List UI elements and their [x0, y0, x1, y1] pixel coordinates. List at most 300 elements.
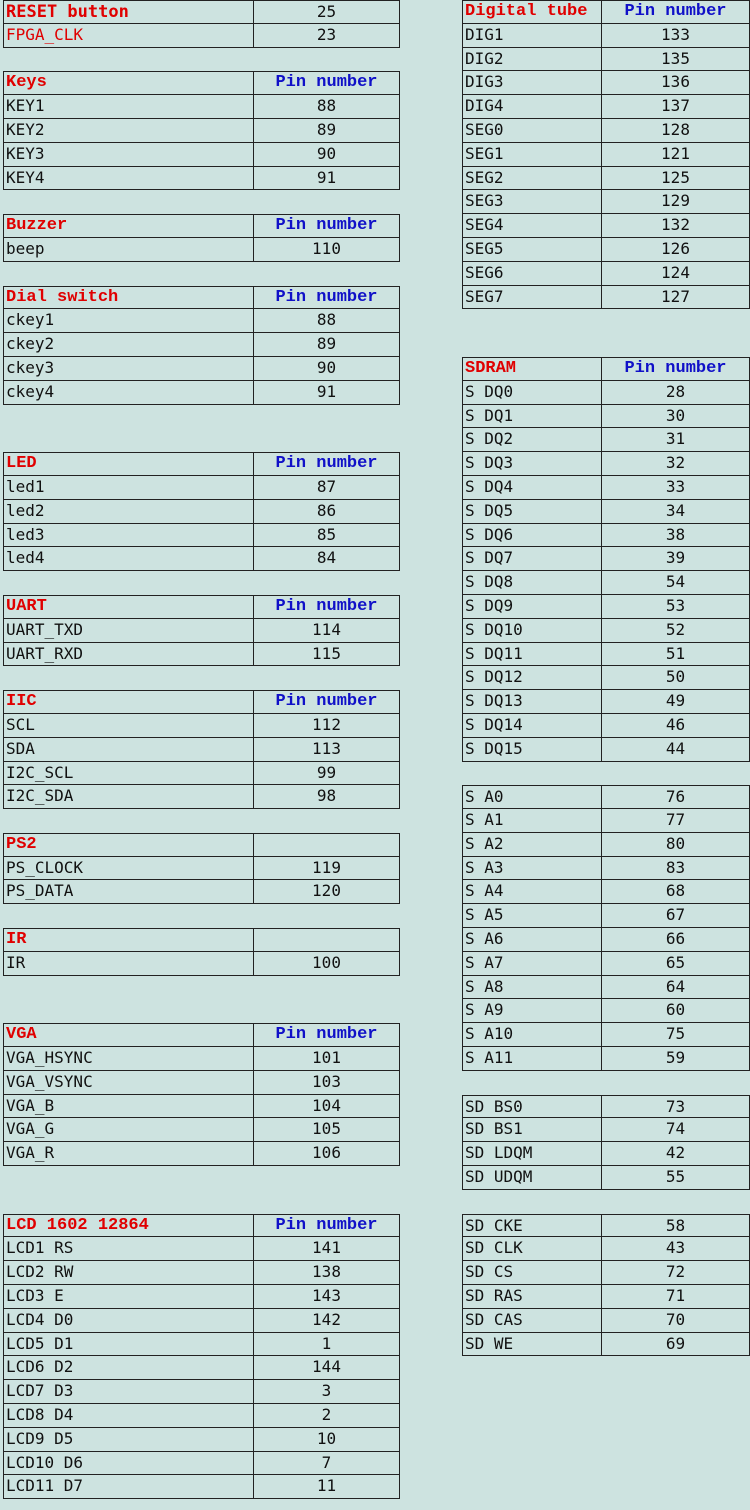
section-header-row: [3, 690, 400, 714]
signal-name: ckey1: [3, 309, 253, 332]
right-pin-table: [462, 0, 750, 1356]
blank-row: [3, 666, 400, 690]
pin-row: [462, 595, 750, 619]
pin-number: 31: [601, 428, 750, 451]
column-header: Pin number: [601, 358, 750, 380]
pin-row: [3, 333, 400, 357]
pin-number: 119: [253, 857, 400, 880]
signal-name: VGA_HSYNC: [3, 1047, 253, 1070]
pin-number: 86: [253, 500, 400, 523]
pin-number: 137: [601, 95, 750, 118]
pin-row: [462, 880, 750, 904]
blank-row: [3, 999, 400, 1023]
signal-name: SDA: [3, 738, 253, 761]
signal-name: SD UDQM: [462, 1166, 601, 1189]
signal-name: I2C_SDA: [3, 785, 253, 808]
signal-name: SCL: [3, 714, 253, 737]
pin-row: [3, 1356, 400, 1380]
section-header-row: [462, 0, 750, 24]
signal-name: S DQ6: [462, 524, 601, 547]
signal-name: SEG3: [462, 190, 601, 213]
pin-number: 135: [601, 48, 750, 71]
signal-name: DIG1: [462, 24, 601, 47]
left-pin-table: [3, 0, 400, 1499]
signal-name: SEG7: [462, 286, 601, 309]
signal-name: LCD11 D7: [3, 1475, 253, 1498]
signal-name: S DQ9: [462, 595, 601, 618]
signal-name: S A1: [462, 809, 601, 832]
pin-row: [462, 48, 750, 72]
signal-name: led1: [3, 476, 253, 499]
pin-row: [3, 1237, 400, 1261]
pin-row: [462, 500, 750, 524]
pin-row: [462, 1023, 750, 1047]
section-header-row: [3, 214, 400, 238]
pin-number: 80: [601, 833, 750, 856]
pin-row: [462, 119, 750, 143]
pin-number: 124: [601, 262, 750, 285]
pin-number: 115: [253, 643, 400, 666]
section-title: IR: [3, 929, 253, 951]
pin-number: 133: [601, 24, 750, 47]
pin-number: 103: [253, 1071, 400, 1094]
pin-number: 76: [601, 786, 750, 808]
pin-number: 28: [601, 381, 750, 404]
pin-number: 85: [253, 524, 400, 547]
blank-row: [3, 405, 400, 429]
signal-name: S A11: [462, 1047, 601, 1070]
blank-row: [3, 428, 400, 452]
pin-row: [3, 1261, 400, 1285]
signal-name: S DQ15: [462, 738, 601, 761]
pin-number: 74: [601, 1118, 750, 1141]
signal-name: ckey4: [3, 381, 253, 404]
blank-row: [462, 1190, 750, 1214]
signal-name: SD CAS: [462, 1309, 601, 1332]
pin-row: [462, 428, 750, 452]
pin-number: 58: [601, 1215, 750, 1237]
pin-row: [462, 643, 750, 667]
pin-number: 88: [253, 95, 400, 118]
signal-name: FPGA_CLK: [3, 24, 253, 47]
pin-number: 84: [253, 547, 400, 570]
pin-row: [3, 357, 400, 381]
pin-number: 144: [253, 1356, 400, 1379]
pin-row: [3, 476, 400, 500]
section-header-row: [3, 71, 400, 95]
signal-name: VGA_R: [3, 1142, 253, 1165]
pin-row: [3, 714, 400, 738]
pin-number: 34: [601, 500, 750, 523]
signal-name: SD BS0: [462, 1096, 601, 1118]
pin-number: 141: [253, 1237, 400, 1260]
signal-name: DIG2: [462, 48, 601, 71]
pin-number: 30: [601, 405, 750, 428]
pin-row: [462, 95, 750, 119]
signal-name: S DQ0: [462, 381, 601, 404]
pin-row: [3, 880, 400, 904]
pin-row: [462, 381, 750, 405]
pin-number: 2: [253, 1404, 400, 1427]
blank-row: [462, 309, 750, 333]
pin-row: [3, 381, 400, 405]
pin-number: 126: [601, 238, 750, 261]
pin-row: [462, 1118, 750, 1142]
signal-name: S DQ11: [462, 643, 601, 666]
signal-name: SEG6: [462, 262, 601, 285]
pin-number: 60: [601, 999, 750, 1022]
signal-name: LCD1 RS: [3, 1237, 253, 1260]
section-title: Dial switch: [3, 287, 253, 309]
pin-row: [3, 24, 400, 48]
pin-number: 91: [253, 167, 400, 190]
pin-number: 138: [253, 1261, 400, 1284]
pin-row: [3, 1142, 400, 1166]
pin-row: [462, 690, 750, 714]
pin-number: 99: [253, 762, 400, 785]
pin-row: [462, 143, 750, 167]
signal-name: SD LDQM: [462, 1142, 601, 1165]
pin-number: 98: [253, 785, 400, 808]
signal-name: S A4: [462, 880, 601, 903]
signal-name: led3: [3, 524, 253, 547]
pin-row: [3, 1452, 400, 1476]
section-header-row: [3, 928, 400, 952]
pin-number: 46: [601, 714, 750, 737]
column-header: Pin number: [253, 453, 400, 475]
signal-name: S A0: [462, 786, 601, 808]
pin-number: 105: [253, 1118, 400, 1141]
pin-row: [462, 1142, 750, 1166]
pin-row: [462, 976, 750, 1000]
signal-name: KEY1: [3, 95, 253, 118]
column-header: Pin number: [253, 1215, 400, 1237]
column-header: Pin number: [253, 72, 400, 94]
pin-row: [462, 476, 750, 500]
signal-name: S A8: [462, 976, 601, 999]
pin-row: [462, 238, 750, 262]
pin-row: [3, 1333, 400, 1357]
pin-row: [462, 286, 750, 310]
signal-name: IR: [3, 952, 253, 975]
pin-number: 67: [601, 904, 750, 927]
signal-name: PS_DATA: [3, 880, 253, 903]
section-header-row: [3, 452, 400, 476]
blank-row: [3, 571, 400, 595]
pin-number: 89: [253, 119, 400, 142]
pin-row: [462, 262, 750, 286]
pin-row: [3, 1047, 400, 1071]
pin-row: [462, 167, 750, 191]
pin-row: [3, 1095, 400, 1119]
signal-name: S A3: [462, 857, 601, 880]
pin-row: [3, 167, 400, 191]
pin-number: 90: [253, 357, 400, 380]
blank-row: [3, 1190, 400, 1214]
section-title: LED: [3, 453, 253, 475]
signal-name: S A5: [462, 904, 601, 927]
pin-row: [462, 24, 750, 48]
signal-name: KEY2: [3, 119, 253, 142]
signal-name: S DQ5: [462, 500, 601, 523]
pin-row: [462, 738, 750, 762]
pin-row: [3, 1380, 400, 1404]
pin-row: [3, 1285, 400, 1309]
pin-number: 23: [253, 24, 400, 47]
pin-number: 11: [253, 1475, 400, 1498]
pin-number: 49: [601, 690, 750, 713]
pin-row: [462, 833, 750, 857]
column-header: Pin number: [253, 596, 400, 618]
pin-number: 114: [253, 619, 400, 642]
pin-number: 53: [601, 595, 750, 618]
pin-row: [3, 95, 400, 119]
signal-name: S DQ3: [462, 452, 601, 475]
pin-number: 132: [601, 214, 750, 237]
pin-number: 69: [601, 1333, 750, 1356]
pin-row: [3, 524, 400, 548]
section-title: PS2: [3, 834, 253, 856]
pin-row: [3, 643, 400, 667]
signal-name: LCD2 RW: [3, 1261, 253, 1284]
pin-number: 10: [253, 1428, 400, 1451]
pin-row: [3, 309, 400, 333]
pin-number: 125: [601, 167, 750, 190]
signal-name: VGA_B: [3, 1095, 253, 1118]
pin-number: 50: [601, 666, 750, 689]
pin-number: 113: [253, 738, 400, 761]
pin-row: [462, 1237, 750, 1261]
pin-row: [462, 1285, 750, 1309]
signal-name: SD CKE: [462, 1215, 601, 1237]
signal-name: S DQ12: [462, 666, 601, 689]
pin-number: 91: [253, 381, 400, 404]
pin-number: 112: [253, 714, 400, 737]
pin-number: 101: [253, 1047, 400, 1070]
pin-number: 75: [601, 1023, 750, 1046]
pin-row: [462, 1047, 750, 1071]
column-header: [253, 929, 400, 951]
pin-row: [3, 762, 400, 786]
pin-row: [462, 571, 750, 595]
signal-name: S DQ8: [462, 571, 601, 594]
pin-number: 33: [601, 476, 750, 499]
column-header: [253, 834, 400, 856]
pin-number: 54: [601, 571, 750, 594]
signal-name: KEY3: [3, 143, 253, 166]
column-header: Pin number: [253, 215, 400, 237]
pin-number: 44: [601, 738, 750, 761]
signal-name: SEG0: [462, 119, 601, 142]
pin-number: 106: [253, 1142, 400, 1165]
signal-name: SD BS1: [462, 1118, 601, 1141]
pin-number: 120: [253, 880, 400, 903]
signal-name: LCD8 D4: [3, 1404, 253, 1427]
pin-number: 7: [253, 1452, 400, 1475]
pin-row: [462, 857, 750, 881]
pin-row: [462, 405, 750, 429]
pin-number: 51: [601, 643, 750, 666]
signal-name: LCD10 D6: [3, 1452, 253, 1475]
signal-name: LCD6 D2: [3, 1356, 253, 1379]
pin-number: 38: [601, 524, 750, 547]
section-header-row: [3, 286, 400, 310]
signal-name: LCD9 D5: [3, 1428, 253, 1451]
pin-row: [462, 547, 750, 571]
signal-name: led4: [3, 547, 253, 570]
pin-row: [3, 1118, 400, 1142]
signal-name: SD CS: [462, 1261, 601, 1284]
section-title: Buzzer: [3, 215, 253, 237]
pin-row: [462, 714, 750, 738]
blank-row: [3, 904, 400, 928]
column-header: Pin number: [253, 1024, 400, 1046]
pin-number: 83: [601, 857, 750, 880]
signal-name: SD WE: [462, 1333, 601, 1356]
blank-row: [3, 48, 400, 72]
pin-number: 110: [253, 238, 400, 261]
pin-number: 127: [601, 286, 750, 309]
pin-row: [462, 619, 750, 643]
pin-number: 64: [601, 976, 750, 999]
pin-row: [3, 500, 400, 524]
blank-row: [3, 262, 400, 286]
pin-number: 121: [601, 143, 750, 166]
pin-row: [462, 1095, 750, 1119]
pin-number: 32: [601, 452, 750, 475]
section-title: UART: [3, 596, 253, 618]
signal-name: VGA_VSYNC: [3, 1071, 253, 1094]
pin-number: 104: [253, 1095, 400, 1118]
pin-number: 136: [601, 71, 750, 94]
signal-name: DIG4: [462, 95, 601, 118]
signal-name: LCD4 D0: [3, 1309, 253, 1332]
signal-name: ckey3: [3, 357, 253, 380]
pin-number: 25: [253, 1, 400, 23]
pin-number: 129: [601, 190, 750, 213]
pin-row: [3, 238, 400, 262]
section-title: Keys: [3, 72, 253, 94]
pin-number: 142: [253, 1309, 400, 1332]
signal-name: VGA_G: [3, 1118, 253, 1141]
blank-row: [462, 762, 750, 786]
section-title: LCD 1602 12864: [3, 1215, 253, 1237]
pin-row: [3, 1071, 400, 1095]
signal-name: beep: [3, 238, 253, 261]
pin-number: 66: [601, 928, 750, 951]
section-title: IIC: [3, 691, 253, 713]
signal-name: SD RAS: [462, 1285, 601, 1308]
pin-number: 128: [601, 119, 750, 142]
signal-name: LCD3 E: [3, 1285, 253, 1308]
section-title: VGA: [3, 1024, 253, 1046]
column-header: Pin number: [253, 691, 400, 713]
signal-name: S DQ2: [462, 428, 601, 451]
signal-name: S A10: [462, 1023, 601, 1046]
pin-number: 3: [253, 1380, 400, 1403]
pin-number: 55: [601, 1166, 750, 1189]
blank-row: [3, 809, 400, 833]
signal-name: UART_TXD: [3, 619, 253, 642]
section-title: Digital tube: [462, 1, 601, 23]
signal-name: SEG5: [462, 238, 601, 261]
signal-name: S A7: [462, 952, 601, 975]
signal-name: SEG1: [462, 143, 601, 166]
pin-row: [3, 857, 400, 881]
blank-row: [3, 1166, 400, 1190]
pin-row: [462, 666, 750, 690]
signal-name: KEY4: [3, 167, 253, 190]
pin-number: 100: [253, 952, 400, 975]
pin-row: [3, 547, 400, 571]
pin-row: [462, 809, 750, 833]
signal-name: LCD5 D1: [3, 1333, 253, 1356]
pin-row: [3, 952, 400, 976]
section-header-row: [462, 357, 750, 381]
pin-row: [3, 0, 400, 24]
pin-number: 143: [253, 1285, 400, 1308]
signal-name: S A2: [462, 833, 601, 856]
pin-number: 70: [601, 1309, 750, 1332]
pin-number: 42: [601, 1142, 750, 1165]
signal-name: PS_CLOCK: [3, 857, 253, 880]
pin-row: [3, 1309, 400, 1333]
signal-name: S DQ7: [462, 547, 601, 570]
section-title: SDRAM: [462, 358, 601, 380]
section-header-row: [3, 1023, 400, 1047]
blank-row: [3, 190, 400, 214]
signal-name: S DQ13: [462, 690, 601, 713]
pin-row: [462, 999, 750, 1023]
signal-name: S DQ4: [462, 476, 601, 499]
pin-row: [462, 904, 750, 928]
pin-row: [462, 1333, 750, 1357]
signal-name: S A9: [462, 999, 601, 1022]
pin-row: [462, 1261, 750, 1285]
pin-number: 39: [601, 547, 750, 570]
pin-row: [3, 619, 400, 643]
pin-row: [3, 143, 400, 167]
pin-number: 1: [253, 1333, 400, 1356]
signal-name: SEG2: [462, 167, 601, 190]
pin-row: [462, 785, 750, 809]
blank-row: [3, 976, 400, 1000]
pin-number: 73: [601, 1096, 750, 1118]
pin-row: [3, 119, 400, 143]
signal-name: S DQ1: [462, 405, 601, 428]
section-header-row: [3, 833, 400, 857]
signal-name: DIG3: [462, 71, 601, 94]
signal-name: S DQ14: [462, 714, 601, 737]
column-header: Pin number: [253, 287, 400, 309]
pin-number: 89: [253, 333, 400, 356]
pin-row: [462, 452, 750, 476]
pin-row: [462, 1309, 750, 1333]
signal-name: SEG4: [462, 214, 601, 237]
pin-number: 43: [601, 1237, 750, 1260]
column-header: Pin number: [601, 1, 750, 23]
pin-row: [462, 1166, 750, 1190]
signal-name: S A6: [462, 928, 601, 951]
pin-row: [3, 738, 400, 762]
signal-name: ckey2: [3, 333, 253, 356]
pin-row: [462, 190, 750, 214]
pin-number: 59: [601, 1047, 750, 1070]
pin-number: 52: [601, 619, 750, 642]
pin-number: 68: [601, 880, 750, 903]
signal-name: LCD7 D3: [3, 1380, 253, 1403]
pin-number: 90: [253, 143, 400, 166]
